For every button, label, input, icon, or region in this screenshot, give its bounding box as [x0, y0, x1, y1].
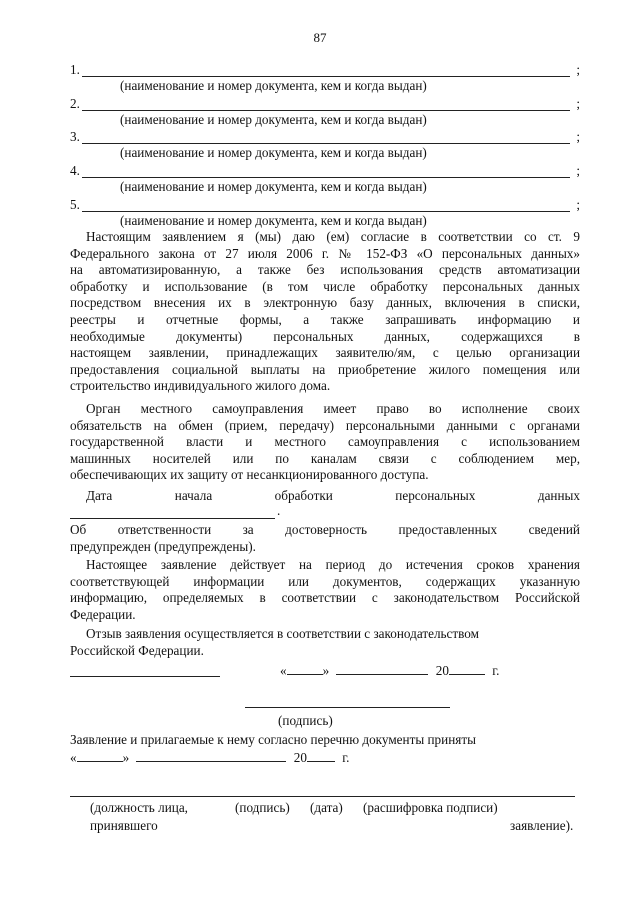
- entry-number: 5.: [70, 197, 80, 212]
- start-date-blank-line: [70, 518, 275, 519]
- official-signature-caption: (подпись): [235, 800, 290, 815]
- entry-number: 2.: [70, 96, 80, 111]
- entry-blank-line: [82, 211, 570, 212]
- revocation-paragraph: Отзыв заявления осуществляется в соответствии с законодательством Российской Федерации.: [70, 626, 479, 658]
- document-entry: 4. ;: [70, 163, 580, 178]
- authority-paragraph: Орган местного самоуправления имеет право во исполнение своих обязательств на обмен (прием, передачу) персональными данными с органами государственной власти и местного самоуправления с использованием машинных носителей или по каналам связи с соблюдением мер, обеспечивающих их защиту от несанкционированного доступа.: [70, 401, 580, 483]
- accepted-date-line: « » 20 г.: [70, 750, 350, 765]
- official-signature-line: [70, 796, 575, 797]
- position-caption: (должность лица,: [90, 800, 188, 815]
- entry-caption: (наименование и номер документа, кем и когда выдан): [120, 213, 427, 228]
- date-line: « » 20 г.: [280, 663, 500, 678]
- accepted-statement: Заявление и прилагаемые к нему согласно перечню документы приняты: [70, 732, 476, 747]
- entry-blank-line: [82, 143, 570, 144]
- processing-start-date: Дата начала обработки персональных данных: [86, 488, 580, 503]
- entry-number: 4.: [70, 163, 80, 178]
- signature-line: [245, 707, 450, 708]
- official-date-caption: (дата): [310, 800, 343, 815]
- accepted-by-caption: принявшего: [90, 818, 158, 833]
- applicant-signature-line: [70, 676, 220, 677]
- entry-caption: (наименование и номер документа, кем и когда выдан): [120, 179, 427, 194]
- entry-blank-line: [82, 110, 570, 111]
- entry-number: 1.: [70, 62, 80, 77]
- entry-number: 3.: [70, 129, 80, 144]
- consent-paragraph: Настоящим заявлением я (мы) даю (ем) согласие в соответствии со ст. 9 Федерального закона от 27 июля 2006 г. № 152-ФЗ «О персональных данных» на автоматизированную, а также без использования средств автоматизации обработку и использование (в том числе обработку персональных данных посредством внесения их в электронную базу данных, включения в списки, реестры и отчетные формы, а также запрашивать информацию и необходимые документы) персональных данных, содержащихся в настоящем заявлении, принадлежащих заявителю/ям, с целью организации предоставления социальной выплаты на приобретение жилого помещения или строительство индивидуального жилого дома.: [70, 229, 580, 394]
- responsibility-paragraph: Об ответственности за достоверность предоставленных сведений предупрежден (предупреждены).: [70, 522, 580, 554]
- document-entry: 1. ;: [70, 62, 580, 77]
- signature-caption: (подпись): [278, 713, 333, 728]
- entry-caption: (наименование и номер документа, кем и когда выдан): [120, 78, 427, 93]
- entry-blank-line: [82, 177, 570, 178]
- document-entry: 5. ;: [70, 197, 580, 212]
- document-entry: 3. ;: [70, 129, 580, 144]
- application-caption: заявление).: [510, 818, 574, 833]
- page-number: 87: [313, 30, 327, 45]
- decoding-caption: (расшифровка подписи): [363, 800, 498, 815]
- entry-caption: (наименование и номер документа, кем и когда выдан): [120, 145, 427, 160]
- entry-blank-line: [82, 76, 570, 77]
- document-entry: 2. ;: [70, 96, 580, 111]
- validity-paragraph: Настоящее заявление действует на период до истечения сроков хранения соответствующей информации или документов, содержащих указанную информацию, определяемых в соответствии с законодательством Российской Федерации.: [70, 557, 580, 622]
- entry-caption: (наименование и номер документа, кем и когда выдан): [120, 112, 427, 127]
